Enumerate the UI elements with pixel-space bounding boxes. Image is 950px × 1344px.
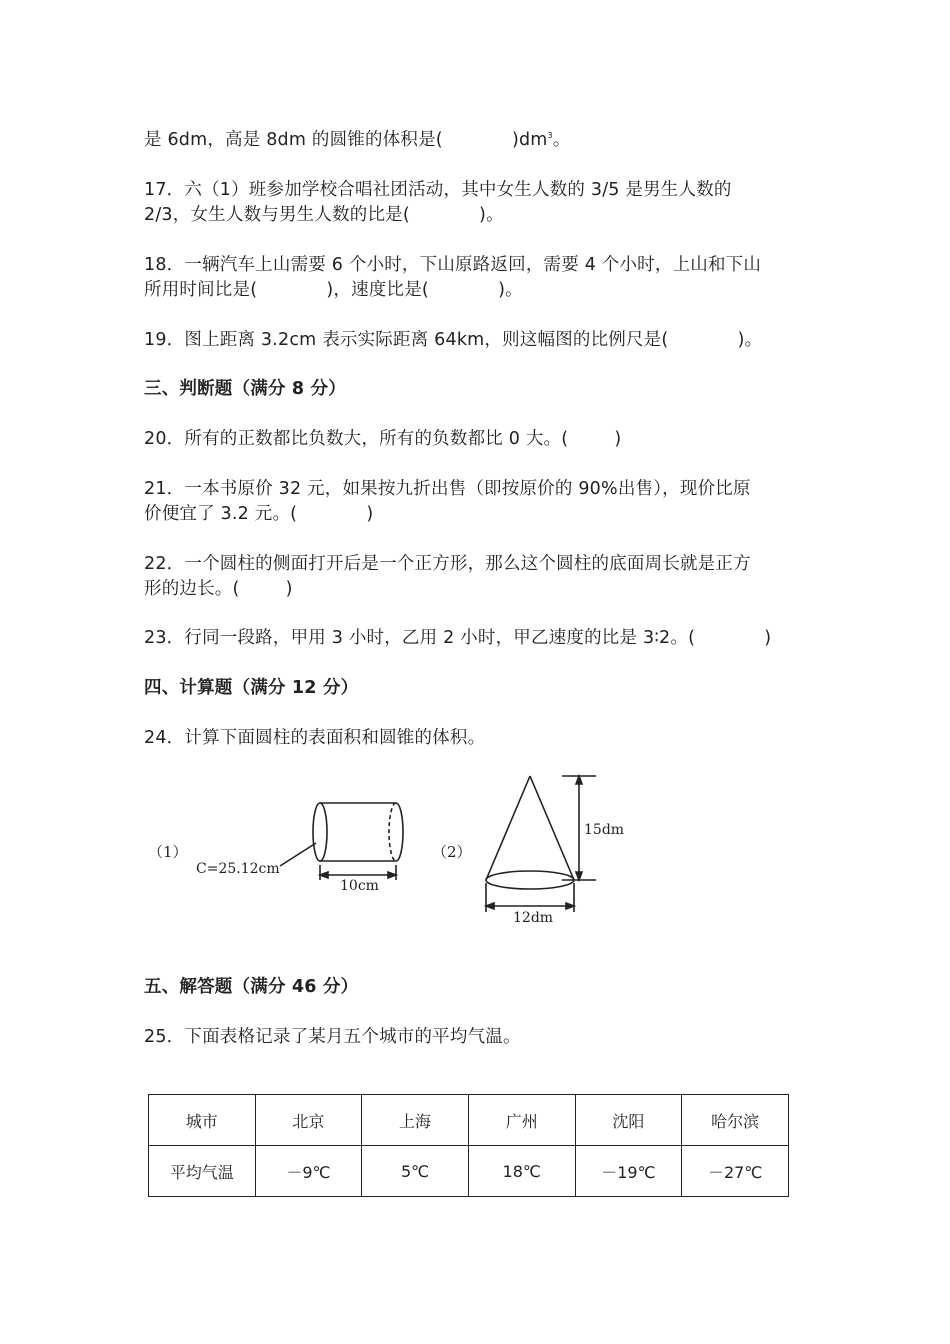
geometry-figure: [140, 768, 660, 938]
section-4-heading: 四、计算题（满分 12 分）: [144, 678, 359, 698]
table-cell: 城市: [149, 1095, 256, 1146]
table-cell: 平均气温: [149, 1146, 256, 1197]
temperature-table: [148, 1094, 789, 1197]
table-cell: 北京: [255, 1095, 362, 1146]
question-18-line-1: 18．一辆汽车上山需要 6 个小时，下山原路返回，需要 4 个小时，上山和下山: [144, 255, 762, 275]
question-17-line-2: 2/3，女生人数与男生人数的比是( )。: [144, 205, 504, 225]
question-21-line-2: 价便宜了 3.2 元。( ): [144, 504, 374, 524]
question-22-line-2: 形的边长。( ): [144, 579, 293, 599]
question-22-line-1: 22．一个圆柱的侧面打开后是一个正方形，那么这个圆柱的底面周长就是正方: [144, 554, 751, 574]
question-19: 19．图上距离 3.2cm 表示实际距离 64km，则这幅图的比例尺是( )。: [144, 330, 763, 350]
table-cell: 沈阳: [575, 1095, 682, 1146]
figure-1-label: （1）: [148, 843, 188, 861]
table-cell: 广州: [468, 1095, 575, 1146]
question-16-end: 。: [552, 130, 571, 150]
table-cell: －9℃: [255, 1146, 362, 1197]
cylinder-diagram: [280, 803, 403, 880]
question-18-line-2: 所用时间比是( )，速度比是( )。: [144, 280, 523, 300]
table-cell: 哈尔滨: [682, 1095, 789, 1146]
cubic-superscript: 3: [547, 131, 553, 141]
question-23: 23．行同一段路，甲用 3 小时，乙用 2 小时，甲乙速度的比是 3∶2。( ): [144, 628, 772, 648]
question-21-line-1: 21．一本书原价 32 元，如果按九折出售（即按原价的 90%出售），现价比原: [144, 479, 751, 499]
section-3-heading: 三、判断题（满分 8 分）: [144, 379, 346, 399]
cone-diameter-label: 12dm: [513, 910, 554, 926]
cylinder-circumference-label: C=25.12cm: [196, 861, 280, 877]
table-cell: 上海: [362, 1095, 469, 1146]
cylinder-length-label: 10cm: [340, 878, 379, 894]
section-5-heading: 五、解答题（满分 46 分）: [144, 977, 359, 997]
table-cell: －19℃: [575, 1146, 682, 1197]
cone-diagram: [486, 776, 596, 912]
table-header-row: [149, 1095, 789, 1146]
table-row: [149, 1146, 789, 1197]
question-25: 25．下面表格记录了某月五个城市的平均气温。: [144, 1027, 521, 1047]
figure-2-label: （2）: [432, 843, 472, 861]
question-16-text: 是 6dm，高是 8dm 的圆锥的体积是( )dm: [144, 130, 548, 150]
table-cell: －27℃: [682, 1146, 789, 1197]
cone-height-label: 15dm: [584, 822, 625, 838]
question-20: 20．所有的正数都比负数大，所有的负数都比 0 大。( ): [144, 429, 622, 449]
question-16-continuation: [144, 126, 571, 151]
question-24: 24．计算下面圆柱的表面积和圆锥的体积。: [144, 728, 486, 748]
table-cell: 18℃: [468, 1146, 575, 1197]
question-17-line-1: 17．六（1）班参加学校合唱社团活动，其中女生人数的 3/5 是男生人数的: [144, 180, 732, 200]
table-cell: 5℃: [362, 1146, 469, 1197]
